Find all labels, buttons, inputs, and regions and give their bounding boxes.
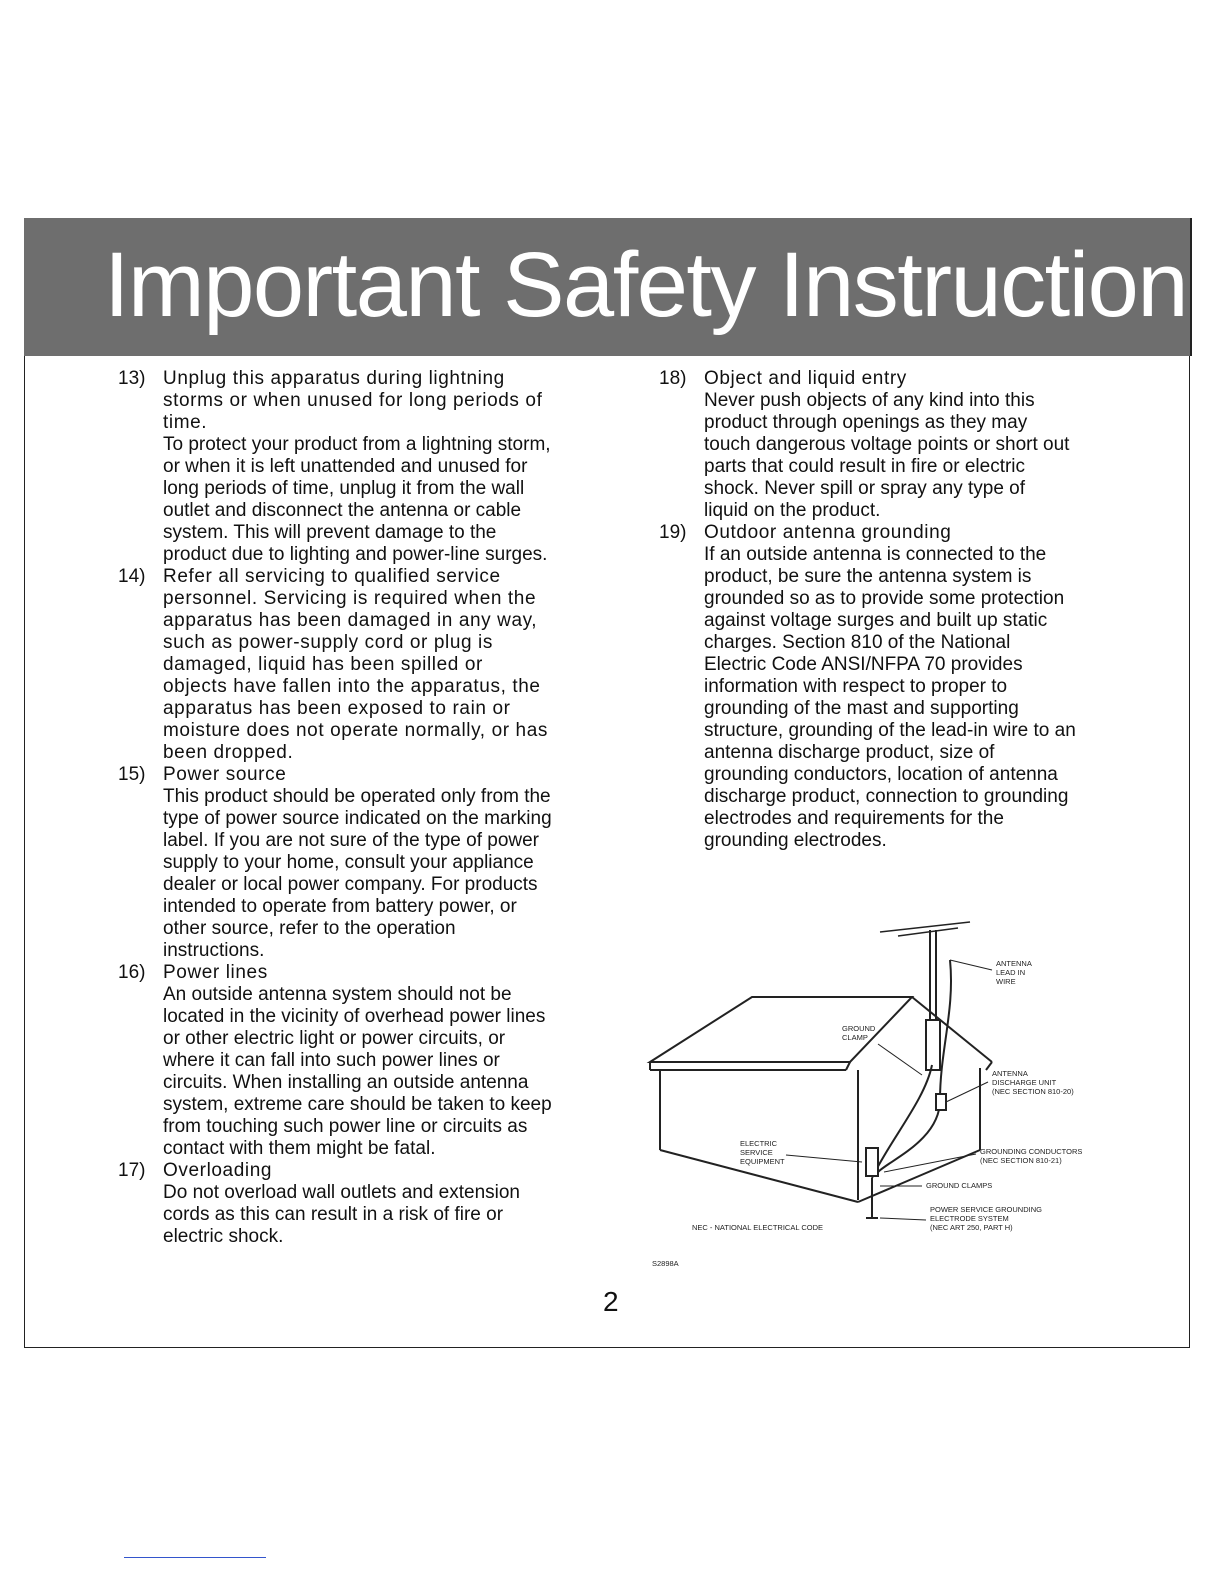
ground-clamps-label: GROUND CLAMPS — [926, 1181, 993, 1190]
item-17 — [118, 1160, 638, 1248]
item-body: If an outside antenna is connected to the product, be sure the antenna system is grounded so as to provide some protection against voltage surges and built up static charges. Section 810 of the National Electric Code ANSI/NFPA 70 provides information with respect to proper to grounding of the mast and supporting structure, grounding of the lead-in wire to an antenna discharge product, size of grounding conductors, location of antenna discharge product, connection to grounding electrodes and requirements for the grounding electrodes. — [704, 544, 1076, 851]
item-number: 13) — [118, 368, 146, 389]
item-body: This product should be operated only from the type of power source indicated on the marking label. If you are not sure of the type of power supply to your home, consult your appliance dealer or local power company. For products intended to operate from battery power, or other source, refer to the operation instructions. — [163, 786, 552, 961]
left-column — [118, 368, 638, 1248]
electric-service-label: ELECTRIC SERVICE EQUIPMENT — [740, 1139, 785, 1166]
item-number: 17) — [118, 1160, 146, 1181]
item-14 — [118, 566, 638, 764]
antenna-grounding-diagram — [640, 910, 1110, 1270]
diagram-code-label: S2898A — [652, 1259, 679, 1268]
power-service-label: POWER SERVICE GROUNDING ELECTRODE SYSTEM (NEC ART 250, PART H) — [930, 1205, 1042, 1232]
item-15 — [118, 764, 638, 962]
item-heading: Object and liquid entry — [704, 368, 907, 389]
antenna-lead-label: ANTENNA LEAD IN WIRE — [996, 959, 1032, 986]
item-18 — [659, 368, 1159, 522]
item-heading: Unplug this apparatus during lightning storms or when unused for long periods of time. — [163, 368, 543, 433]
item-13 — [118, 368, 638, 566]
ground-clamp-label: GROUND CLAMP — [842, 1024, 876, 1042]
item-heading: Outdoor antenna grounding — [704, 522, 952, 543]
item-body: An outside antenna system should not be located in the vicinity of overhead power lines or other electric light or power circuits, or where it can fall into such power lines or circuits. When installing an outside antenna system, extreme care should be taken to keep from touching such power line or circuits as contact with them might be fatal. — [163, 984, 552, 1159]
item-number: 15) — [118, 764, 146, 785]
item-body: Never push objects of any kind into this product through openings as they may touch dangerous voltage points or short out parts that could result in fire or electric shock. Never spill or spray any type of liquid on the product. — [704, 390, 1070, 521]
item-number: 14) — [118, 566, 146, 587]
item-heading: Refer all servicing to qualified service personnel. Servicing is required when the apparatus has been damaged in any way, such as power-supply cord or plug is damaged, liquid has been spilled or objects have fallen into the apparatus, the apparatus has been exposed to rain or moisture does not operate normally, or has been dropped. — [163, 566, 548, 763]
item-body: Do not overload wall outlets and extension cords as this can result in a risk of fire or electric shock. — [163, 1182, 521, 1247]
page-title: Important Safety Instruction — [104, 234, 1187, 336]
grounding-conductors-label: GROUNDING CONDUCTORS (NEC SECTION 810-21) — [980, 1147, 1083, 1165]
item-heading: Overloading — [163, 1160, 273, 1181]
item-body: To protect your product from a lightning storm, or when it is left unattended and unused for long periods of time, unplug it from the wall outlet and disconnect the antenna or cable system. This will prevent damage to the product due to lighting and power-line surges. — [163, 434, 551, 565]
bottom-underline — [124, 1557, 266, 1558]
item-number: 18) — [659, 368, 687, 389]
nec-label: NEC - NATIONAL ELECTRICAL CODE — [692, 1223, 823, 1232]
item-number: 16) — [118, 962, 146, 983]
item-number: 19) — [659, 522, 687, 543]
page-number: 2 — [603, 1286, 619, 1317]
item-heading: Power lines — [163, 962, 268, 983]
discharge-unit-label: ANTENNA DISCHARGE UNIT (NEC SECTION 810-20) — [992, 1069, 1074, 1096]
item-16 — [118, 962, 638, 1160]
right-column — [659, 368, 1159, 852]
item-heading: Power source — [163, 764, 287, 785]
item-19 — [659, 522, 1159, 852]
